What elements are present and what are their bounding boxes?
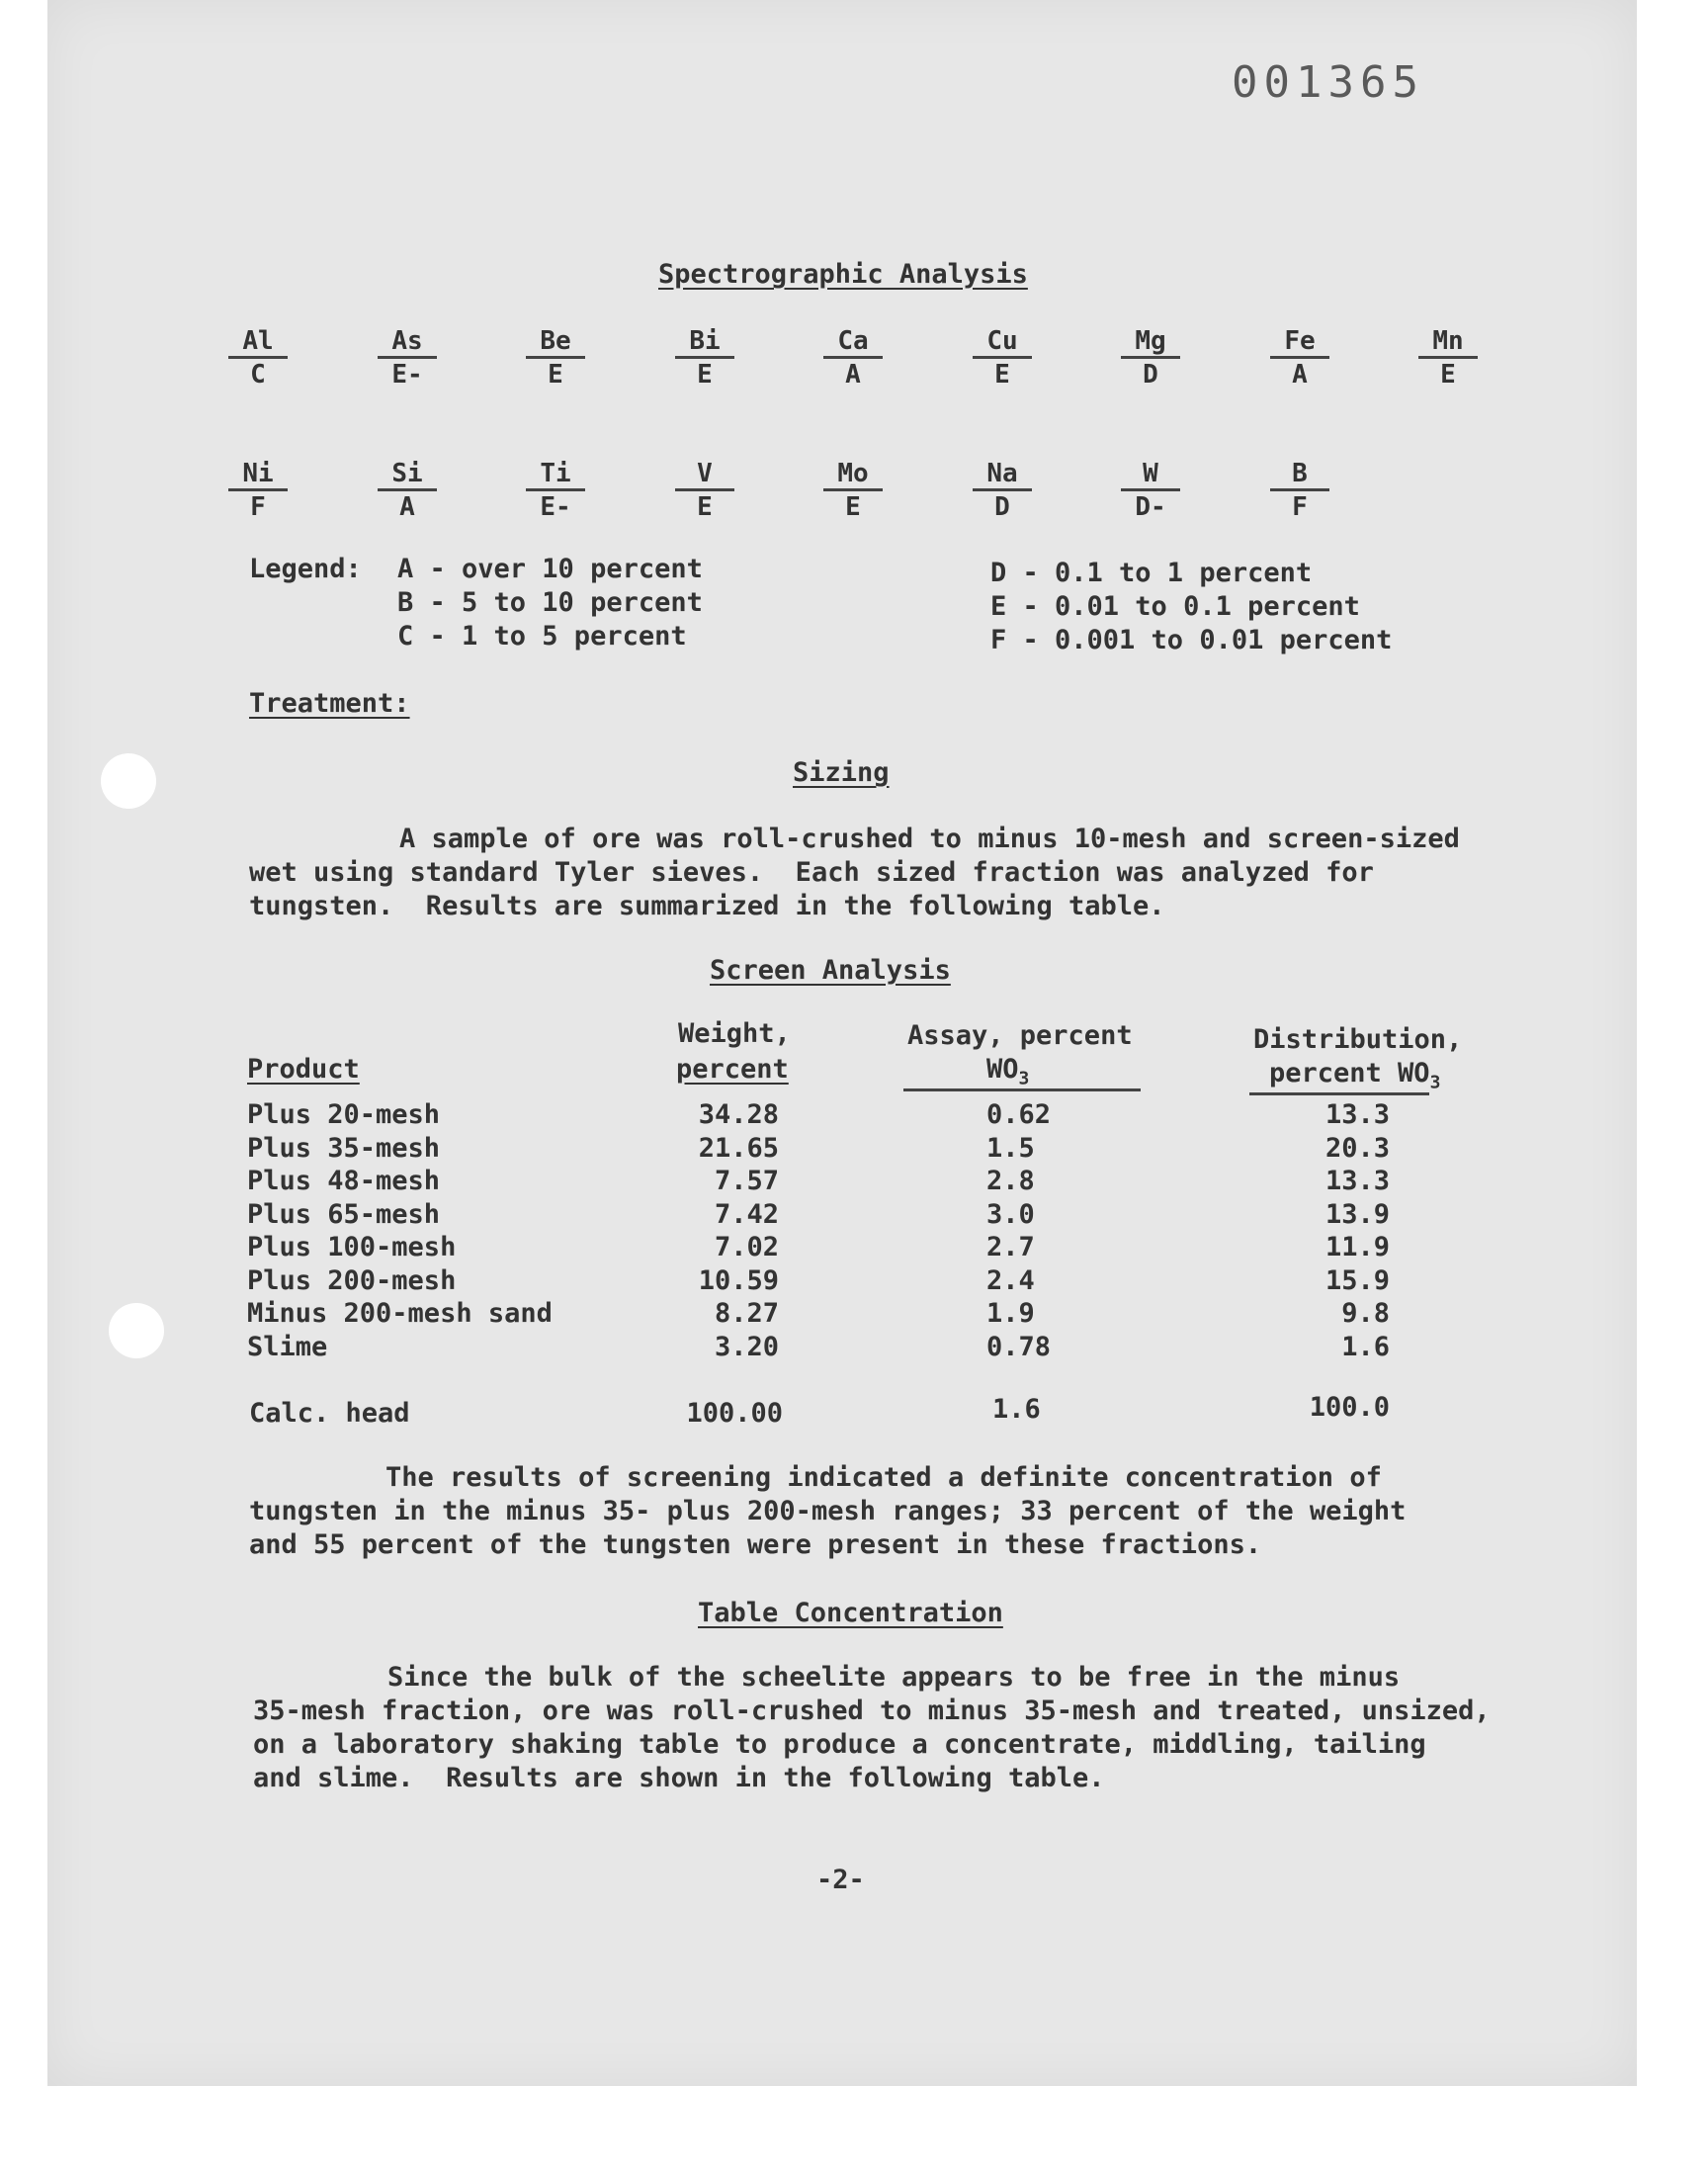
weight-cell: 7.42 <box>714 1199 779 1230</box>
element-grade: E <box>845 492 861 522</box>
product-cell: Plus 200-mesh <box>247 1265 457 1296</box>
legend-item: F - 0.001 to 0.01 percent <box>990 625 1393 655</box>
punch-hole <box>101 753 156 809</box>
element-cell <box>973 326 1032 391</box>
weight-cell: 8.27 <box>714 1298 779 1329</box>
element-grade: F <box>250 492 266 522</box>
element-grade: E- <box>391 360 423 390</box>
legend-item: A - over 10 percent <box>397 554 703 584</box>
screen-analysis-title: Screen Analysis <box>710 955 951 986</box>
total-weight-cell: 100.00 <box>686 1398 783 1429</box>
element-symbol: W <box>1121 459 1180 491</box>
element-symbol: Al <box>228 326 288 359</box>
treatment-heading: Treatment: <box>249 688 410 719</box>
col-header-product: Product <box>247 1054 360 1085</box>
element-cell <box>526 326 585 391</box>
legend-item: E - 0.01 to 0.1 percent <box>990 591 1360 622</box>
assay-cell: 1.9 <box>986 1298 1035 1329</box>
results-paragraph-line: tungsten in the minus 35- plus 200-mesh ranges; 33 percent of the weight <box>249 1496 1407 1526</box>
distribution-cell: 13.3 <box>1324 1166 1390 1196</box>
sizing-paragraph-line: wet using standard Tyler sieves. Each sized fraction was analyzed for <box>249 857 1374 888</box>
assay-cell: 0.62 <box>986 1099 1052 1130</box>
element-cell <box>228 459 288 523</box>
element-symbol: B <box>1270 459 1329 491</box>
element-grade: E <box>548 360 563 390</box>
results-paragraph-line: The results of screening indicated a definite concentration of <box>385 1462 1382 1493</box>
element-symbol: Fe <box>1270 326 1329 359</box>
product-cell: Slime <box>247 1332 328 1362</box>
element-symbol: Ti <box>526 459 585 491</box>
element-cell <box>228 326 288 391</box>
element-symbol: Si <box>378 459 437 491</box>
element-grade: E <box>1440 360 1456 390</box>
punch-hole <box>109 1303 164 1358</box>
legend-item: C - 1 to 5 percent <box>397 621 687 652</box>
document-number: 001365 <box>1232 57 1424 108</box>
element-grade: A <box>845 360 861 390</box>
element-symbol: Bi <box>675 326 734 359</box>
product-cell: Plus 100-mesh <box>247 1232 457 1262</box>
element-grade: E <box>697 360 713 390</box>
sizing-title: Sizing <box>793 757 890 788</box>
distribution-cell: 1.6 <box>1341 1332 1390 1362</box>
element-symbol: Mg <box>1121 326 1180 359</box>
product-cell: Plus 20-mesh <box>247 1099 441 1130</box>
assay-cell: 1.5 <box>986 1133 1035 1164</box>
element-grade: E- <box>540 492 571 522</box>
sizing-paragraph-line: tungsten. Results are summarized in the following table. <box>249 891 1165 921</box>
product-cell: Plus 48-mesh <box>247 1166 441 1196</box>
assay-cell: 3.0 <box>986 1199 1035 1230</box>
assay-cell: 2.7 <box>986 1232 1035 1262</box>
spectrographic-title: Spectrographic Analysis <box>658 259 1028 290</box>
element-symbol: Na <box>973 459 1032 491</box>
col-header-weight: Weight, <box>678 1018 791 1049</box>
assay-cell: 2.8 <box>986 1166 1035 1196</box>
legend-label: Legend: <box>249 554 362 584</box>
total-assay-cell: 1.6 <box>992 1394 1041 1425</box>
element-grade: E <box>994 360 1010 390</box>
element-symbol: Ca <box>823 326 883 359</box>
element-cell <box>675 459 734 523</box>
element-symbol: V <box>675 459 734 491</box>
element-grade: A <box>399 492 415 522</box>
results-paragraph-line: and 55 percent of the tungsten were present in these fractions. <box>249 1529 1262 1560</box>
distribution-cell: 15.9 <box>1324 1265 1390 1296</box>
element-cell <box>1121 459 1180 523</box>
col-header-assay: Assay, percent <box>907 1020 1133 1051</box>
weight-cell: 7.57 <box>714 1166 779 1196</box>
distribution-cell: 13.3 <box>1324 1099 1390 1130</box>
assay-cell: 0.78 <box>986 1332 1052 1362</box>
distribution-cell: 13.9 <box>1324 1199 1390 1230</box>
element-cell <box>973 459 1032 523</box>
element-grade: A <box>1292 360 1308 390</box>
element-symbol: Cu <box>973 326 1032 359</box>
distribution-cell: 11.9 <box>1324 1232 1390 1262</box>
product-cell: Plus 65-mesh <box>247 1199 441 1230</box>
product-cell: Minus 200-mesh sand <box>247 1298 553 1329</box>
table-concentration-paragraph-line: and slime. Results are shown in the following table. <box>253 1763 1105 1793</box>
table-concentration-paragraph-line: on a laboratory shaking table to produce a concentrate, middling, tailing <box>253 1729 1426 1760</box>
element-cell <box>378 326 437 391</box>
table-concentration-paragraph-line: 35-mesh fraction, ore was roll-crushed to minus 35-mesh and treated, unsized, <box>253 1696 1491 1726</box>
page-number: -2- <box>816 1865 865 1895</box>
total-product-cell: Calc. head <box>249 1398 410 1429</box>
element-symbol: As <box>378 326 437 359</box>
element-cell <box>675 326 734 391</box>
legend-item: B - 5 to 10 percent <box>397 587 703 618</box>
element-grade: D <box>1143 360 1158 390</box>
header-rule <box>1249 1092 1429 1095</box>
header-rule <box>903 1088 1141 1091</box>
element-grade: C <box>250 360 266 390</box>
element-cell <box>526 459 585 523</box>
element-cell <box>1418 326 1478 391</box>
table-concentration-title: Table Concentration <box>698 1598 1003 1628</box>
table-concentration-paragraph-line: Since the bulk of the scheelite appears to be free in the minus <box>387 1662 1401 1693</box>
element-cell <box>1270 326 1329 391</box>
distribution-cell: 9.8 <box>1341 1298 1390 1329</box>
weight-cell: 3.20 <box>714 1332 779 1362</box>
col-header-distribution-unit: percent $WO_3$ <box>1269 1058 1441 1093</box>
weight-cell: 34.28 <box>698 1099 779 1130</box>
col-header-assay-unit: $WO_3$ <box>986 1054 1030 1089</box>
legend-item: D - 0.1 to 1 percent <box>990 558 1313 588</box>
element-cell <box>1270 459 1329 523</box>
element-symbol: Mo <box>823 459 883 491</box>
assay-cell: 2.4 <box>986 1265 1035 1296</box>
weight-cell: 7.02 <box>714 1232 779 1262</box>
weight-cell: 10.59 <box>698 1265 779 1296</box>
element-cell <box>823 459 883 523</box>
element-grade: D <box>994 492 1010 522</box>
element-symbol: Ni <box>228 459 288 491</box>
distribution-cell: 20.3 <box>1324 1133 1390 1164</box>
col-header-distribution: Distribution, <box>1253 1024 1463 1055</box>
col-header-weight-unit: percent <box>676 1054 789 1085</box>
element-grade: D- <box>1135 492 1166 522</box>
element-grade: E <box>697 492 713 522</box>
element-grade: F <box>1292 492 1308 522</box>
element-cell <box>1121 326 1180 391</box>
sizing-paragraph-line: A sample of ore was roll-crushed to minus 10-mesh and screen-sized <box>399 824 1460 854</box>
weight-cell: 21.65 <box>698 1133 779 1164</box>
element-symbol: Mn <box>1418 326 1478 359</box>
element-symbol: Be <box>526 326 585 359</box>
total-distribution-cell: 100.0 <box>1309 1392 1390 1423</box>
element-cell <box>823 326 883 391</box>
product-cell: Plus 35-mesh <box>247 1133 441 1164</box>
element-cell <box>378 459 437 523</box>
